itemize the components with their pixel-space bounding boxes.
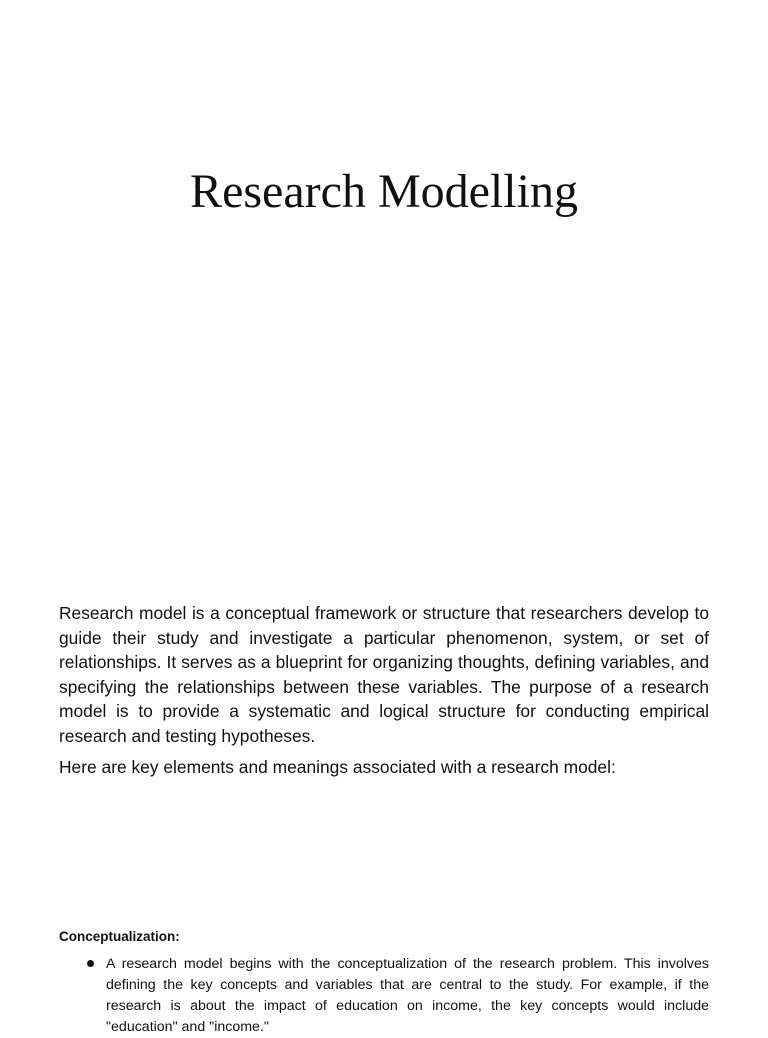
bullet-text: A research model begins with the conceptualization of the research problem. This involves defining the key concepts and variables that are central to the study. For example, if the research is about the impact of education on income, the key concepts would include "education" and "income.": [106, 956, 709, 1035]
bullet-list: [0, 954, 768, 1038]
intro-paragraph: Research model is a conceptual framework or structure that researchers develop to guide their study and investigate a particular phenomenon, system, or set of relationships. It serves as a blueprint for organizing thoughts, defining variables, and specifying the relationships between these variables. The purpose of a research model is to provide a systematic and logical structure for conducting empirical research and testing hypotheses.: [59, 603, 709, 746]
section-heading-conceptualization: Conceptualization:: [59, 929, 180, 944]
document-title: Research Modelling: [190, 165, 578, 218]
bullet-icon: [87, 960, 94, 967]
list-item: [0, 954, 709, 1038]
lead-sentence: Here are key elements and meanings associated with a research model:: [59, 757, 616, 777]
